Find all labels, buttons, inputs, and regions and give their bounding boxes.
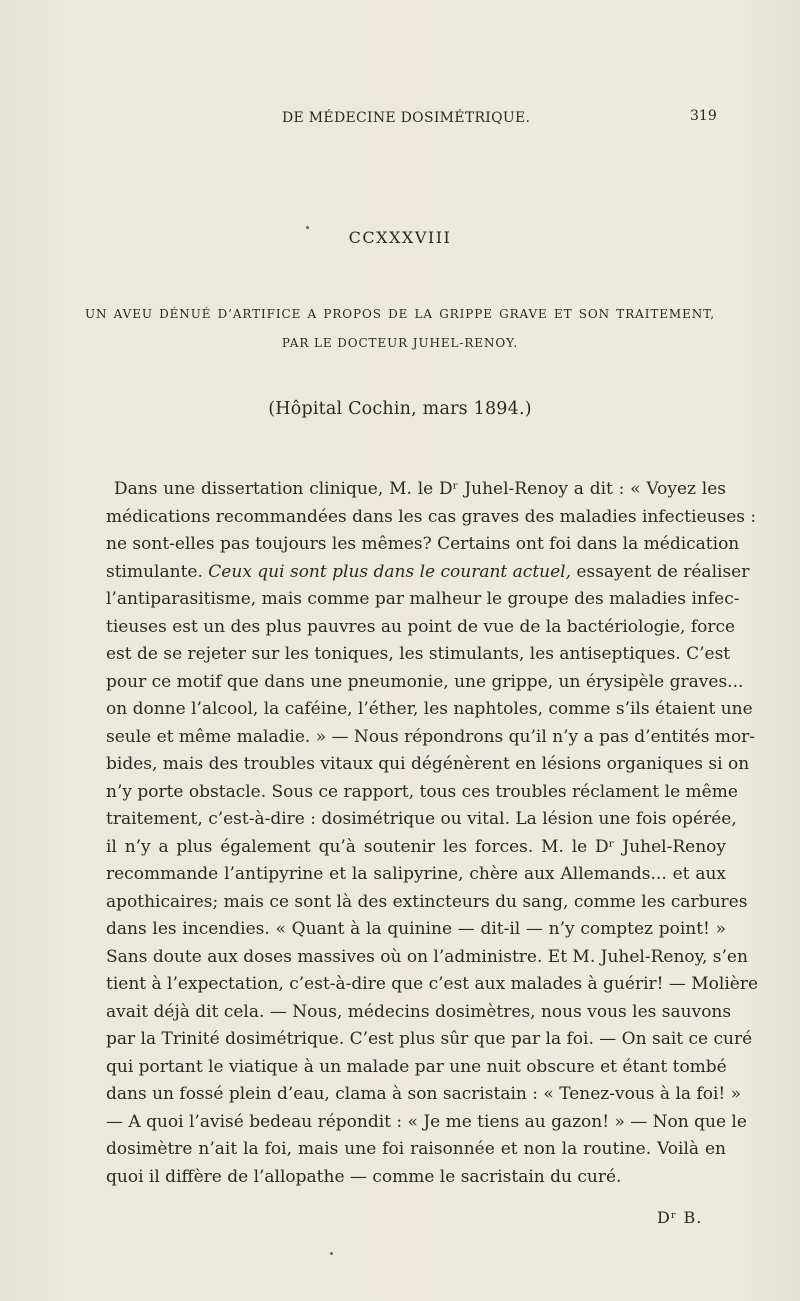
body-line: n’y porte obstacle. Sous ce rapport, tous ces troubles réclament le même [106, 781, 738, 802]
body-paragraph [106, 476, 759, 1191]
body-line: Dans une dissertation clinique, M. le Dʳ Juhel-Renoy a dit : « Voyez les [114, 479, 726, 499]
body-line: il n’y a plus également qu’à soutenir les forces. M. le Dʳ Juhel-Renoy [106, 836, 726, 857]
body-line: seule et même maladie. » — Nous répondrons qu’il n’y a pas d’entités mor- [106, 726, 756, 747]
page-number: 319 [690, 108, 717, 124]
body-line: stimulante. Ceux qui sont plus dans le courant actuel, essayent de réaliser [106, 561, 750, 582]
body-line: dans les incendies. « Quant à la quinine — dit-il — n’y comptez point! » [106, 919, 726, 939]
signature: Dʳ B. [657, 1208, 703, 1227]
body-line: est de se rejeter sur les toniques, les stimulants, les antiseptiques. C’est [106, 644, 731, 664]
body-line: traitement, c’est-à-dire : dosimétrique ou vital. La lésion une fois opérée, [106, 809, 737, 829]
dateline: (Hôpital Cochin, mars 1894.) [268, 399, 532, 419]
emphasized-phrase: Ceux qui sont plus dans le courant actuel, [208, 561, 571, 582]
running-head [0, 110, 800, 130]
body-line: pour ce motif que dans une pneumonie, une grippe, un érysipèle graves... [106, 671, 744, 692]
body-line: bides, mais des troubles vitaux qui dégénèrent en lésions organiques si on [106, 754, 750, 774]
body-line: avait déjà dit cela. — Nous, médecins dosimètres, nous vous les sauvons [106, 1001, 732, 1022]
body-line: par la Trinité dosimétrique. C’est plus sûr que par la foi. — On sait ce curé [106, 1029, 753, 1049]
body-line: dosimètre n’ait la foi, mais une foi raisonnée et non la routine. Voilà en [106, 1139, 726, 1159]
article-title-line-1: UN AVEU DÉNUÉ D’ARTIFICE A PROPOS DE LA GRIPPE GRAVE ET SON TRAITEMENT, [85, 307, 715, 321]
body-line: ne sont-elles pas toujours les mêmes? Certains ont foi dans la médication [106, 534, 740, 554]
chapter-number: CCXXXVIII [348, 228, 452, 247]
article-title [85, 300, 715, 358]
body-line: on donne l’alcool, la caféine, l’éther, les naphtoles, comme s’ils étaient une [106, 699, 753, 719]
body-line: Sans doute aux doses massives où on l’administre. Et M. Juhel-Renoy, s’en [106, 946, 748, 967]
body-line: médications recommandées dans les cas graves des maladies infectieuses : [106, 506, 757, 527]
body-line: l’antiparasitisme, mais comme par malheur le groupe des maladies infec- [106, 589, 740, 609]
running-title: DE MÉDECINE DOSIMÉTRIQUE. [282, 110, 531, 126]
body-line: dans un fossé plein d’eau, clama à son sacristain : « Tenez-vous à la foi! » [106, 1084, 742, 1104]
body-line: apothicaires; mais ce sont là des extincteurs du sang, comme les carbures [106, 891, 748, 912]
body-line: tieuses est un des plus pauvres au point de vue de la bactériologie, force [106, 616, 736, 637]
body-line: tient à l’expectation, c’est-à-dire que c’est aux malades à guérir! — Molière [106, 974, 759, 994]
body-line: recommande l’antipyrine et la salipyrine, chère aux Allemands... et aux [106, 864, 726, 884]
body-line: quoi il diffère de l’allopathe — comme le sacristain du curé. [106, 1166, 622, 1187]
body-line: — A quoi l’avisé bedeau répondit : « Je me tiens au gazon! » — Non que le [106, 1111, 747, 1132]
article-title-line-2: PAR LE DOCTEUR JUHEL-RENOY. [281, 336, 519, 350]
paper-speck [330, 1252, 333, 1255]
paper-speck [306, 226, 309, 229]
body-line: qui portant le viatique à un malade par une nuit obscure et étant tombé [106, 1056, 727, 1077]
